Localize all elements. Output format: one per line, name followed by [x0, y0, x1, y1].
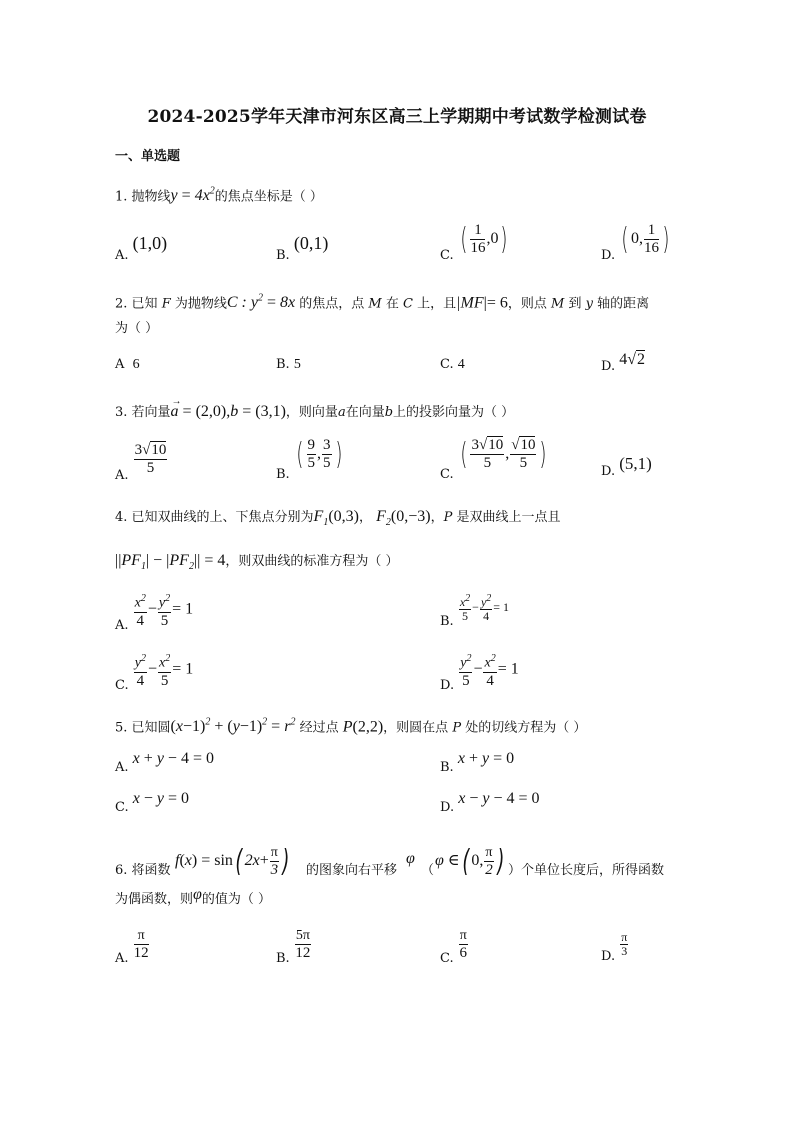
section-heading: 一、单选题: [115, 149, 181, 164]
q4-line-2: $||PF_1| - |PF_2|| = 4$，则双曲线的标准方程为（ ）: [115, 552, 399, 573]
q1-opt-a-value: (1,0): [132, 233, 168, 253]
q1-option-a: A. (1,0): [115, 233, 168, 263]
q4-option-c: C. $\frac{y^2}{4}$ − $\frac{x^2}{5}$ = 1: [115, 650, 193, 690]
q3-option-d: D. (5,1): [601, 454, 652, 479]
q5-option-b: B. x + y = 0: [440, 750, 515, 775]
q2-line-2: 为（ ）: [115, 321, 159, 336]
q6-line-2: 为偶函数，则φ的值为（ ）: [115, 886, 272, 907]
q4-option-d: D. $\frac{y^2}{5}$ − $\frac{x^2}{4}$ = 1: [440, 650, 519, 690]
q1-opt-b-value: (0,1): [293, 233, 329, 253]
q1-formula: $y = 4x^2$: [170, 186, 215, 205]
q5-option-a: A. x + y − 4 = 0: [115, 750, 214, 775]
q6-option-b: B. $\frac{5\pi}{12}$: [276, 928, 311, 966]
question-5: 5. 已知圆$(x-1)^2 + (y-1)^2 = r^2$ 经过点 P(2,2)，则圆在点 P 处的切线方程为（ ）: [115, 717, 587, 736]
q5-option-c: C. x − y = 0: [115, 790, 190, 815]
q1-option-d: D. ( 0, $\frac{1}{16}$ ): [601, 222, 670, 263]
q5-option-d: D. x − y − 4 = 0: [440, 790, 540, 815]
exam-page: 2024-2025学年天津市河东区高三上学期期中考试数学检测试卷 一、单选题 1. 抛物线$y = 4x^2$的焦点坐标是（ ） A. (1,0) B. (0,1) C. ( $\frac{1}{16}$ ,0) D. ( 0, $\frac{1}{16}$ ) 2. 已知 F 为抛物线C : $y^2 = 8x$ 的焦点，点 M 在 C 上，且|MF|= 6，则点 M 到 y 轴的距离 为（ ） A 6 B. 5 C. 4 D. 4√2 3. 若向量a → = (2,0),b = (3,1)，则向量a在向量b上的投影向量为（ ） A. $\frac{3√10}{5}$ B. ( $\frac{9}{5}$ , $\frac{3}{5}$ ) C. ( $\frac{3√10}{5}$ , $\frac{√10}{5}$ ) D. (5,1) 4. 已知双曲线的上、下焦点分别为$F_1(0,3)$， $F_2(0,-3)$，P 是双曲线上一点且 $||PF_1| - |PF_2|| = 4$，则双曲线的标准方程为（ ） A. $\frac{x^2}{4}$ − $\frac{y^2}{5}$ = 1 B. $\frac{x^2}{5}$ − $\frac{y^2}{4}$ = 1 C. $\frac{y^2}{4}$ − $\frac{x^2}{5}$ = 1 D. $\frac{y^2}{5}$ − $\frac{x^2}{4}$ = 1 5. 已知圆$(x-1)^2 + (y-1)^2 = r^2$ 经过点 P(2,2)，则圆在点 P 处的切线方程为（ ） A. x + y − 4 = 0 B. x + y = 0 C. x − y = 0 D. x − y − 4 = 0 6. 将函数 f(x) = sin( 2x+ $\frac{\pi}{3}$ ) 的图象向右平移 φ （ φ ∈( 0, $\frac{\pi}{2}$ ) ）个单位长度后，所得函数 为偶函数，则φ的值为（ ） A. $\frac{\pi}{12}$ B. $\frac{5\pi}{12}$ C. $\frac{\pi}{6}$ D. $\frac{\pi}{3}$: [0, 0, 794, 1122]
q2-option-a: A 6: [115, 357, 140, 372]
q2-option-c: C. 4: [440, 357, 465, 372]
question-2: 2. 已知 F 为抛物线C : $y^2 = 8x$ 的焦点，点 M 在 C 上，且|MF|= 6，则点 M 到 y 轴的距离: [115, 293, 650, 312]
question-3: 3. 若向量a → = (2,0),b = (3,1)，则向量a在向量b上的投影向量为（ ）: [115, 396, 515, 420]
q2-option-b: B. 5: [276, 357, 301, 372]
q1-option-b: B. (0,1): [276, 233, 329, 263]
page-title: 2024-2025学年天津市河东区高三上学期期中考试数学检测试卷: [147, 107, 647, 127]
q1-text-b: 的焦点坐标是（ ）: [214, 189, 323, 205]
q3-option-c: C. ( $\frac{3√10}{5}$ , $\frac{√10}{5}$ ): [440, 437, 547, 482]
question-1: [115, 183, 323, 206]
q6-option-a: A. $\frac{\pi}{12}$: [115, 928, 149, 966]
q6-option-c: C. $\frac{\pi}{6}$: [440, 928, 468, 966]
q1-text-a: 1. 抛物线: [115, 189, 171, 205]
q4-option-a: A. $\frac{x^2}{4}$ − $\frac{y^2}{5}$ = 1: [115, 590, 193, 630]
q1-option-c: C. ( $\frac{1}{16}$ ,0): [440, 222, 508, 263]
q6-option-d: D. $\frac{\pi}{3}$: [601, 930, 628, 964]
q3-option-b: B. ( $\frac{9}{5}$ , $\frac{3}{5}$ ): [276, 437, 342, 482]
q4-option-b: B. $\frac{x^2}{5}$ − $\frac{y^2}{4}$ = 1: [440, 593, 510, 629]
q3-option-a: A. $\frac{3√10}{5}$: [115, 442, 167, 483]
q2-option-d: D. 4√2: [601, 351, 646, 374]
question-4: 4. 已知双曲线的上、下焦点分别为$F_1(0,3)$， $F_2(0,-3)$，P 是双曲线上一点且: [115, 508, 561, 529]
